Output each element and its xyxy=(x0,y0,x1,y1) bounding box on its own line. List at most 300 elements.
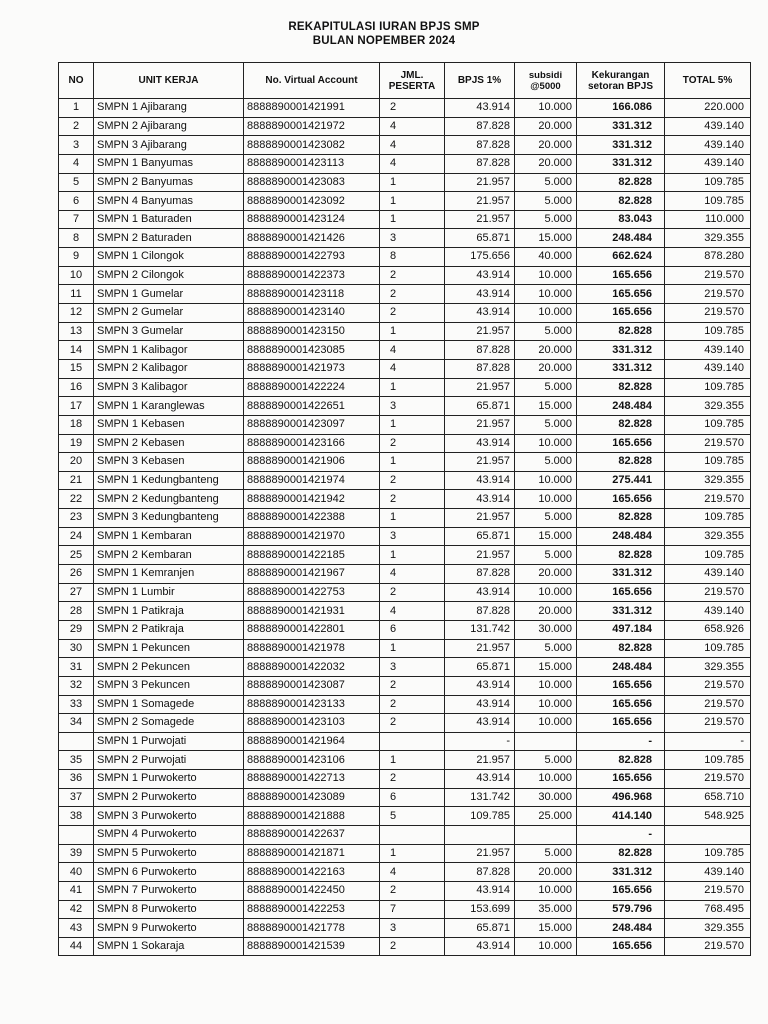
cell-no: 6 xyxy=(59,192,94,211)
cell-jml-peserta: 1 xyxy=(380,453,445,472)
cell-bpjs: 87.828 xyxy=(445,136,515,155)
cell-bpjs: 87.828 xyxy=(445,565,515,584)
cell-jml-peserta: 6 xyxy=(380,620,445,639)
cell-virtual-account: 8888890001422388 xyxy=(244,509,380,528)
cell-unit-kerja: SMPN 5 Purwokerto xyxy=(94,844,244,863)
cell-kekurangan: 82.828 xyxy=(577,751,665,770)
cell-total: 110.000 xyxy=(665,210,751,229)
cell-unit-kerja: SMPN 2 Purwojati xyxy=(94,751,244,770)
cell-kekurangan: 331.312 xyxy=(577,117,665,136)
cell-kekurangan: 82.828 xyxy=(577,415,665,434)
cell-unit-kerja: SMPN 1 Purwojati xyxy=(94,732,244,751)
cell-jml-peserta: 1 xyxy=(380,639,445,658)
cell-bpjs: 21.957 xyxy=(445,192,515,211)
cell-subsidi: 10.000 xyxy=(515,266,577,285)
cell-bpjs: 21.957 xyxy=(445,322,515,341)
cell-bpjs: 21.957 xyxy=(445,453,515,472)
cell-virtual-account: 8888890001422793 xyxy=(244,248,380,267)
cell-no: 29 xyxy=(59,620,94,639)
cell-subsidi: 10.000 xyxy=(515,490,577,509)
table-row xyxy=(59,229,751,248)
cell-subsidi: 10.000 xyxy=(515,434,577,453)
table-row xyxy=(59,546,751,565)
cell-virtual-account: 8888890001421906 xyxy=(244,453,380,472)
header-no: NO xyxy=(59,63,94,99)
cell-bpjs: 43.914 xyxy=(445,770,515,789)
table-row xyxy=(59,154,751,173)
cell-total: 329.355 xyxy=(665,658,751,677)
cell-virtual-account: 8888890001423140 xyxy=(244,304,380,323)
cell-unit-kerja: SMPN 1 Pekuncen xyxy=(94,639,244,658)
cell-kekurangan: 82.828 xyxy=(577,509,665,528)
cell-unit-kerja: SMPN 1 Kemranjen xyxy=(94,565,244,584)
cell-unit-kerja: SMPN 1 Kedungbanteng xyxy=(94,471,244,490)
cell-virtual-account: 8888890001423113 xyxy=(244,154,380,173)
cell-virtual-account: 8888890001422450 xyxy=(244,881,380,900)
cell-virtual-account: 8888890001423103 xyxy=(244,714,380,733)
cell-total: 329.355 xyxy=(665,527,751,546)
cell-total: 109.785 xyxy=(665,844,751,863)
table-row xyxy=(59,341,751,360)
table-row xyxy=(59,434,751,453)
cell-bpjs: 109.785 xyxy=(445,807,515,826)
cell-virtual-account: 8888890001422801 xyxy=(244,620,380,639)
cell-bpjs: 65.871 xyxy=(445,229,515,248)
cell-subsidi: 5.000 xyxy=(515,322,577,341)
cell-jml-peserta: 3 xyxy=(380,658,445,677)
header-unit-kerja: UNIT KERJA xyxy=(94,63,244,99)
cell-jml-peserta: 2 xyxy=(380,285,445,304)
cell-subsidi: 20.000 xyxy=(515,136,577,155)
cell-unit-kerja: SMPN 9 Purwokerto xyxy=(94,919,244,938)
cell-no: 13 xyxy=(59,322,94,341)
cell-unit-kerja: SMPN 3 Ajibarang xyxy=(94,136,244,155)
table-row xyxy=(59,919,751,938)
cell-no: 37 xyxy=(59,788,94,807)
cell-bpjs: 65.871 xyxy=(445,527,515,546)
header-subsidi: subsidi @5000 xyxy=(515,63,577,99)
table-row xyxy=(59,192,751,211)
cell-virtual-account: 8888890001423085 xyxy=(244,341,380,360)
cell-subsidi: 20.000 xyxy=(515,117,577,136)
cell-virtual-account: 8888890001422032 xyxy=(244,658,380,677)
cell-total: 109.785 xyxy=(665,639,751,658)
cell-no: 39 xyxy=(59,844,94,863)
cell-unit-kerja: SMPN 3 Purwokerto xyxy=(94,807,244,826)
cell-bpjs: 43.914 xyxy=(445,434,515,453)
cell-subsidi xyxy=(515,732,577,751)
cell-no: 40 xyxy=(59,863,94,882)
table-row xyxy=(59,471,751,490)
cell-kekurangan: 662.624 xyxy=(577,248,665,267)
cell-unit-kerja: SMPN 2 Somagede xyxy=(94,714,244,733)
cell-no: 20 xyxy=(59,453,94,472)
cell-total: 219.570 xyxy=(665,266,751,285)
cell-bpjs: 43.914 xyxy=(445,99,515,118)
table-row xyxy=(59,266,751,285)
cell-subsidi: 20.000 xyxy=(515,154,577,173)
cell-bpjs: 43.914 xyxy=(445,881,515,900)
cell-total: 109.785 xyxy=(665,322,751,341)
cell-kekurangan: 496.968 xyxy=(577,788,665,807)
document-subtitle: BULAN NOPEMBER 2024 xyxy=(312,35,456,47)
table-row xyxy=(59,770,751,789)
cell-bpjs: 87.828 xyxy=(445,863,515,882)
cell-kekurangan: 165.656 xyxy=(577,304,665,323)
cell-no: 14 xyxy=(59,341,94,360)
cell-total: 109.785 xyxy=(665,546,751,565)
cell-total: 109.785 xyxy=(665,173,751,192)
cell-bpjs: 43.914 xyxy=(445,490,515,509)
cell-virtual-account: 8888890001421871 xyxy=(244,844,380,863)
cell-no: 9 xyxy=(59,248,94,267)
cell-virtual-account: 8888890001421942 xyxy=(244,490,380,509)
cell-total: 439.140 xyxy=(665,359,751,378)
table-row xyxy=(59,900,751,919)
cell-bpjs: 87.828 xyxy=(445,359,515,378)
cell-subsidi: 5.000 xyxy=(515,173,577,192)
cell-no: 35 xyxy=(59,751,94,770)
header-kekurangan: Kekurangan setoran BPJS xyxy=(577,63,665,99)
cell-total: - xyxy=(665,732,751,751)
cell-unit-kerja: SMPN 1 Patikraja xyxy=(94,602,244,621)
cell-jml-peserta: 1 xyxy=(380,546,445,565)
cell-no: 10 xyxy=(59,266,94,285)
table-row xyxy=(59,732,751,751)
cell-bpjs: 21.957 xyxy=(445,415,515,434)
cell-no: 33 xyxy=(59,695,94,714)
cell-kekurangan: 165.656 xyxy=(577,490,665,509)
cell-subsidi: 5.000 xyxy=(515,415,577,434)
table-row xyxy=(59,509,751,528)
cell-subsidi: 10.000 xyxy=(515,471,577,490)
cell-no: 38 xyxy=(59,807,94,826)
cell-no: 7 xyxy=(59,210,94,229)
cell-kekurangan: 331.312 xyxy=(577,136,665,155)
cell-kekurangan: 331.312 xyxy=(577,341,665,360)
cell-no: 34 xyxy=(59,714,94,733)
cell-subsidi: 5.000 xyxy=(515,210,577,229)
cell-virtual-account: 8888890001423150 xyxy=(244,322,380,341)
table-row xyxy=(59,602,751,621)
cell-jml-peserta: 2 xyxy=(380,471,445,490)
table-row xyxy=(59,583,751,602)
cell-kekurangan: 497.184 xyxy=(577,620,665,639)
cell-subsidi: 10.000 xyxy=(515,770,577,789)
cell-no: 41 xyxy=(59,881,94,900)
cell-total: 878.280 xyxy=(665,248,751,267)
cell-virtual-account: 8888890001422713 xyxy=(244,770,380,789)
cell-virtual-account: 8888890001421539 xyxy=(244,937,380,956)
cell-no xyxy=(59,825,94,844)
cell-subsidi: 10.000 xyxy=(515,583,577,602)
table-row xyxy=(59,99,751,118)
cell-no: 36 xyxy=(59,770,94,789)
cell-unit-kerja: SMPN 3 Kedungbanteng xyxy=(94,509,244,528)
cell-unit-kerja: SMPN 2 Baturaden xyxy=(94,229,244,248)
cell-no: 3 xyxy=(59,136,94,155)
cell-kekurangan: 165.656 xyxy=(577,937,665,956)
cell-unit-kerja: SMPN 1 Banyumas xyxy=(94,154,244,173)
cell-unit-kerja: SMPN 7 Purwokerto xyxy=(94,881,244,900)
cell-no: 15 xyxy=(59,359,94,378)
cell-virtual-account: 8888890001421978 xyxy=(244,639,380,658)
cell-bpjs: 21.957 xyxy=(445,509,515,528)
cell-unit-kerja: SMPN 3 Kebasen xyxy=(94,453,244,472)
cell-jml-peserta: 1 xyxy=(380,844,445,863)
cell-jml-peserta: 6 xyxy=(380,788,445,807)
cell-virtual-account: 8888890001423083 xyxy=(244,173,380,192)
cell-bpjs: 65.871 xyxy=(445,658,515,677)
cell-bpjs: 43.914 xyxy=(445,583,515,602)
header-virtual-account: No. Virtual Account xyxy=(244,63,380,99)
cell-bpjs: 43.914 xyxy=(445,471,515,490)
cell-bpjs: 43.914 xyxy=(445,937,515,956)
cell-total: 658.710 xyxy=(665,788,751,807)
cell-jml-peserta: 2 xyxy=(380,714,445,733)
cell-kekurangan: 82.828 xyxy=(577,546,665,565)
cell-unit-kerja: SMPN 2 Pekuncen xyxy=(94,658,244,677)
cell-no: 43 xyxy=(59,919,94,938)
cell-unit-kerja: SMPN 1 Kembaran xyxy=(94,527,244,546)
cell-jml-peserta: 2 xyxy=(380,99,445,118)
cell-bpjs: 21.957 xyxy=(445,639,515,658)
cell-kekurangan: 82.828 xyxy=(577,639,665,658)
table-row xyxy=(59,453,751,472)
cell-unit-kerja: SMPN 2 Kebasen xyxy=(94,434,244,453)
cell-unit-kerja: SMPN 2 Kembaran xyxy=(94,546,244,565)
cell-total: 109.785 xyxy=(665,453,751,472)
cell-subsidi: 25.000 xyxy=(515,807,577,826)
cell-unit-kerja: SMPN 2 Kalibagor xyxy=(94,359,244,378)
table-row xyxy=(59,359,751,378)
cell-virtual-account: 8888890001421991 xyxy=(244,99,380,118)
cell-subsidi: 40.000 xyxy=(515,248,577,267)
cell-virtual-account: 8888890001422651 xyxy=(244,397,380,416)
cell-bpjs: 43.914 xyxy=(445,676,515,695)
cell-total: 109.785 xyxy=(665,192,751,211)
cell-kekurangan: 165.656 xyxy=(577,285,665,304)
cell-jml-peserta xyxy=(380,732,445,751)
bpjs-recap-table xyxy=(58,62,751,956)
cell-total: 109.785 xyxy=(665,415,751,434)
cell-unit-kerja: SMPN 3 Kalibagor xyxy=(94,378,244,397)
cell-total: 548.925 xyxy=(665,807,751,826)
table-row xyxy=(59,490,751,509)
cell-jml-peserta: 1 xyxy=(380,509,445,528)
cell-bpjs: 87.828 xyxy=(445,341,515,360)
cell-kekurangan: 248.484 xyxy=(577,397,665,416)
cell-jml-peserta: 7 xyxy=(380,900,445,919)
cell-total: 219.570 xyxy=(665,304,751,323)
cell-kekurangan: 82.828 xyxy=(577,844,665,863)
header-bpjs: BPJS 1% xyxy=(445,63,515,99)
cell-jml-peserta: 4 xyxy=(380,863,445,882)
cell-subsidi: 20.000 xyxy=(515,863,577,882)
cell-jml-peserta: 1 xyxy=(380,173,445,192)
cell-subsidi: 35.000 xyxy=(515,900,577,919)
cell-subsidi: 20.000 xyxy=(515,565,577,584)
table-row xyxy=(59,117,751,136)
cell-no: 21 xyxy=(59,471,94,490)
table-row xyxy=(59,825,751,844)
cell-jml-peserta: 3 xyxy=(380,919,445,938)
cell-unit-kerja: SMPN 2 Patikraja xyxy=(94,620,244,639)
table-row xyxy=(59,285,751,304)
cell-virtual-account: 8888890001421967 xyxy=(244,565,380,584)
cell-no: 19 xyxy=(59,434,94,453)
cell-bpjs: 43.914 xyxy=(445,304,515,323)
table-header-row xyxy=(59,63,751,99)
cell-total: 329.355 xyxy=(665,397,751,416)
cell-kekurangan: 165.656 xyxy=(577,434,665,453)
header-total: TOTAL 5% xyxy=(665,63,751,99)
cell-unit-kerja: SMPN 3 Gumelar xyxy=(94,322,244,341)
cell-unit-kerja: SMPN 1 Lumbir xyxy=(94,583,244,602)
cell-virtual-account: 8888890001423118 xyxy=(244,285,380,304)
cell-subsidi: 5.000 xyxy=(515,844,577,863)
cell-virtual-account: 8888890001421426 xyxy=(244,229,380,248)
cell-no xyxy=(59,732,94,751)
cell-jml-peserta: 1 xyxy=(380,322,445,341)
cell-no: 27 xyxy=(59,583,94,602)
cell-unit-kerja: SMPN 4 Purwokerto xyxy=(94,825,244,844)
cell-kekurangan: 165.656 xyxy=(577,770,665,789)
cell-kekurangan: 248.484 xyxy=(577,229,665,248)
table-row xyxy=(59,565,751,584)
cell-unit-kerja: SMPN 2 Kedungbanteng xyxy=(94,490,244,509)
cell-kekurangan: - xyxy=(577,825,665,844)
cell-kekurangan: 83.043 xyxy=(577,210,665,229)
cell-unit-kerja: SMPN 1 Cilongok xyxy=(94,248,244,267)
cell-virtual-account: 8888890001421931 xyxy=(244,602,380,621)
cell-unit-kerja: SMPN 1 Karanglewas xyxy=(94,397,244,416)
cell-bpjs: 153.699 xyxy=(445,900,515,919)
cell-unit-kerja: SMPN 2 Ajibarang xyxy=(94,117,244,136)
cell-jml-peserta: 2 xyxy=(380,881,445,900)
table-row xyxy=(59,844,751,863)
cell-total: 219.570 xyxy=(665,881,751,900)
table-row xyxy=(59,788,751,807)
cell-jml-peserta: 5 xyxy=(380,807,445,826)
cell-unit-kerja: SMPN 1 Purwokerto xyxy=(94,770,244,789)
cell-jml-peserta: 2 xyxy=(380,490,445,509)
table-row xyxy=(59,620,751,639)
cell-kekurangan: - xyxy=(577,732,665,751)
table-row xyxy=(59,248,751,267)
cell-virtual-account: 8888890001422253 xyxy=(244,900,380,919)
cell-jml-peserta: 2 xyxy=(380,434,445,453)
cell-total: 109.785 xyxy=(665,509,751,528)
cell-unit-kerja: SMPN 2 Gumelar xyxy=(94,304,244,323)
table-row xyxy=(59,863,751,882)
cell-virtual-account: 8888890001421973 xyxy=(244,359,380,378)
cell-virtual-account: 8888890001421778 xyxy=(244,919,380,938)
cell-bpjs: 21.957 xyxy=(445,546,515,565)
table-row xyxy=(59,807,751,826)
cell-kekurangan: 82.828 xyxy=(577,173,665,192)
cell-virtual-account: 8888890001423082 xyxy=(244,136,380,155)
cell-no: 11 xyxy=(59,285,94,304)
cell-bpjs: 43.914 xyxy=(445,266,515,285)
cell-bpjs xyxy=(445,825,515,844)
cell-jml-peserta: 2 xyxy=(380,695,445,714)
cell-bpjs: 21.957 xyxy=(445,751,515,770)
table-row xyxy=(59,173,751,192)
cell-subsidi: 10.000 xyxy=(515,676,577,695)
cell-unit-kerja: SMPN 1 Sokaraja xyxy=(94,937,244,956)
cell-no: 12 xyxy=(59,304,94,323)
cell-no: 24 xyxy=(59,527,94,546)
cell-virtual-account: 8888890001423133 xyxy=(244,695,380,714)
cell-subsidi: 10.000 xyxy=(515,695,577,714)
cell-jml-peserta: 2 xyxy=(380,583,445,602)
cell-jml-peserta: 4 xyxy=(380,154,445,173)
cell-virtual-account: 8888890001422373 xyxy=(244,266,380,285)
table-row xyxy=(59,136,751,155)
cell-total: 219.570 xyxy=(665,695,751,714)
cell-subsidi: 10.000 xyxy=(515,881,577,900)
cell-bpjs: 87.828 xyxy=(445,154,515,173)
cell-bpjs: 65.871 xyxy=(445,919,515,938)
cell-no: 26 xyxy=(59,565,94,584)
cell-no: 8 xyxy=(59,229,94,248)
cell-virtual-account: 8888890001423166 xyxy=(244,434,380,453)
cell-bpjs: 65.871 xyxy=(445,397,515,416)
cell-total: 109.785 xyxy=(665,378,751,397)
cell-subsidi: 10.000 xyxy=(515,304,577,323)
cell-unit-kerja: SMPN 6 Purwokerto xyxy=(94,863,244,882)
cell-virtual-account: 8888890001423089 xyxy=(244,788,380,807)
cell-no: 25 xyxy=(59,546,94,565)
table-row xyxy=(59,210,751,229)
cell-kekurangan: 165.656 xyxy=(577,583,665,602)
cell-bpjs: - xyxy=(445,732,515,751)
cell-virtual-account: 8888890001423097 xyxy=(244,415,380,434)
cell-jml-peserta: 4 xyxy=(380,136,445,155)
cell-jml-peserta: 4 xyxy=(380,602,445,621)
cell-bpjs: 21.957 xyxy=(445,210,515,229)
cell-subsidi: 5.000 xyxy=(515,509,577,528)
cell-total: 658.926 xyxy=(665,620,751,639)
cell-no: 18 xyxy=(59,415,94,434)
cell-no: 5 xyxy=(59,173,94,192)
cell-virtual-account: 8888890001422753 xyxy=(244,583,380,602)
cell-total: 439.140 xyxy=(665,154,751,173)
table-row xyxy=(59,397,751,416)
cell-virtual-account: 8888890001423092 xyxy=(244,192,380,211)
cell-bpjs: 87.828 xyxy=(445,602,515,621)
cell-virtual-account: 8888890001421888 xyxy=(244,807,380,826)
cell-jml-peserta: 2 xyxy=(380,676,445,695)
cell-kekurangan: 82.828 xyxy=(577,192,665,211)
cell-no: 4 xyxy=(59,154,94,173)
cell-subsidi: 5.000 xyxy=(515,751,577,770)
table-row xyxy=(59,881,751,900)
cell-no: 28 xyxy=(59,602,94,621)
table-row xyxy=(59,714,751,733)
cell-virtual-account: 8888890001422637 xyxy=(244,825,380,844)
cell-jml-peserta: 2 xyxy=(380,266,445,285)
cell-bpjs: 175.656 xyxy=(445,248,515,267)
cell-unit-kerja: SMPN 1 Gumelar xyxy=(94,285,244,304)
cell-kekurangan: 248.484 xyxy=(577,919,665,938)
cell-subsidi: 5.000 xyxy=(515,639,577,658)
cell-kekurangan: 331.312 xyxy=(577,863,665,882)
cell-unit-kerja: SMPN 1 Kalibagor xyxy=(94,341,244,360)
cell-virtual-account: 8888890001423087 xyxy=(244,676,380,695)
cell-kekurangan: 579.796 xyxy=(577,900,665,919)
